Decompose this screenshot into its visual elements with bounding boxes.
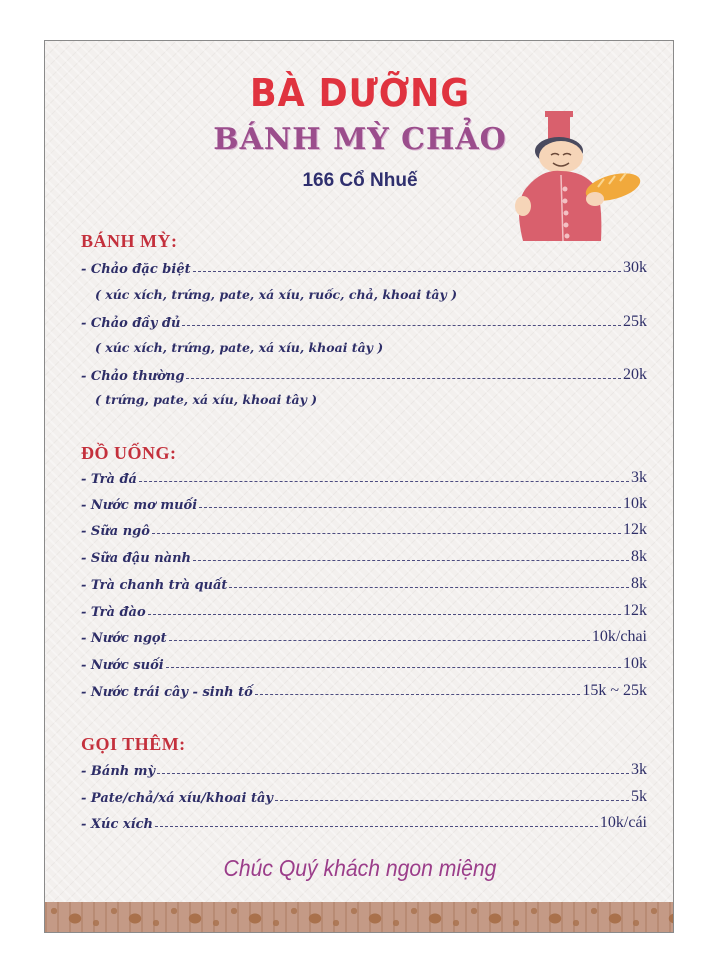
dotted-leader	[139, 481, 629, 482]
item-name: - Bánh mỳ	[81, 764, 156, 779]
dotted-leader	[182, 325, 621, 326]
item-price: 20k	[623, 366, 647, 383]
item-price: 15k ~ 25k	[582, 682, 647, 699]
menu-item	[81, 678, 647, 700]
item-price: 12k	[623, 602, 647, 619]
shop-address: 166 Cổ Nhuế	[302, 170, 418, 191]
item-name: - Nước mơ muối	[81, 498, 198, 513]
item-price: 8k	[631, 548, 647, 565]
brand-title: BÀ DƯỠNG	[250, 71, 470, 115]
dotted-leader	[193, 560, 629, 561]
menu-subtitle: BÁNH MỲ CHẢO	[213, 122, 507, 157]
item-price: 12k	[623, 521, 647, 538]
chef-holding-baguette-icon	[503, 91, 663, 251]
item-price: 10k	[623, 495, 647, 512]
item-description: ( trứng, pate, xá xíu, khoai tây )	[95, 392, 318, 407]
item-name: - Nước trái cây - sinh tố	[81, 685, 253, 700]
item-name: - Chảo đầy đủ	[81, 316, 181, 331]
item-price: 25k	[623, 313, 647, 330]
menu-item	[81, 309, 647, 331]
item-name: - Trà đào	[81, 605, 146, 620]
menu-item	[81, 517, 647, 539]
dotted-leader	[169, 640, 590, 641]
menu-item	[81, 624, 647, 646]
section-title-do-uong: ĐỒ UỐNG:	[81, 443, 177, 463]
dotted-leader	[193, 271, 621, 272]
item-price: 5k	[631, 788, 647, 805]
dotted-leader	[229, 587, 629, 588]
menu-page	[44, 40, 674, 933]
item-description: ( xúc xích, trứng, pate, xá xíu, khoai tây )	[95, 340, 384, 355]
dotted-leader	[199, 507, 621, 508]
menu-item	[81, 255, 647, 277]
item-price: 10k/chai	[591, 628, 647, 645]
dotted-leader	[275, 800, 629, 801]
dotted-leader	[155, 826, 598, 827]
dotted-leader	[255, 694, 581, 695]
item-price: 8k	[631, 575, 647, 592]
item-price: 3k	[631, 761, 647, 778]
menu-item	[81, 784, 647, 806]
item-name: - Nước ngọt	[81, 631, 167, 646]
menu-item	[81, 491, 647, 513]
menu-item	[81, 810, 647, 832]
item-name: - Trà đá	[81, 472, 137, 487]
menu-item	[81, 598, 647, 620]
item-name: - Sữa ngô	[81, 524, 150, 539]
item-name: - Chảo thường	[81, 369, 185, 384]
section-title-goi-them: GỌI THÊM:	[81, 734, 186, 754]
item-description: ( xúc xích, trứng, pate, xá xíu, ruốc, chả, khoai tây )	[95, 287, 458, 302]
item-price: 10k	[623, 655, 647, 672]
dotted-leader	[166, 667, 621, 668]
menu-item	[81, 544, 647, 566]
item-name: - Sữa đậu nành	[81, 551, 191, 566]
item-price: 30k	[623, 259, 647, 276]
item-name: - Xúc xích	[81, 817, 153, 832]
dotted-leader	[186, 378, 621, 379]
dotted-leader	[148, 614, 621, 615]
menu-item	[81, 362, 647, 384]
closing-message: Chúc Quý khách ngon miệng	[223, 855, 497, 881]
dotted-leader	[157, 773, 629, 774]
item-name: - Pate/chả/xá xíu/khoai tây	[81, 791, 273, 806]
item-name: - Chảo đặc biệt	[81, 262, 191, 277]
menu-item	[81, 757, 647, 779]
dotted-leader	[152, 533, 621, 534]
section-title-banh-my: BÁNH MỲ:	[81, 231, 178, 251]
menu-item	[81, 571, 647, 593]
decorative-footer-band	[45, 902, 674, 932]
item-name: - Nước suối	[81, 658, 164, 673]
item-price: 10k/cái	[599, 814, 647, 831]
item-name: - Trà chanh trà quất	[81, 578, 228, 593]
menu-item	[81, 465, 647, 487]
menu-item	[81, 651, 647, 673]
item-price: 3k	[631, 469, 647, 486]
